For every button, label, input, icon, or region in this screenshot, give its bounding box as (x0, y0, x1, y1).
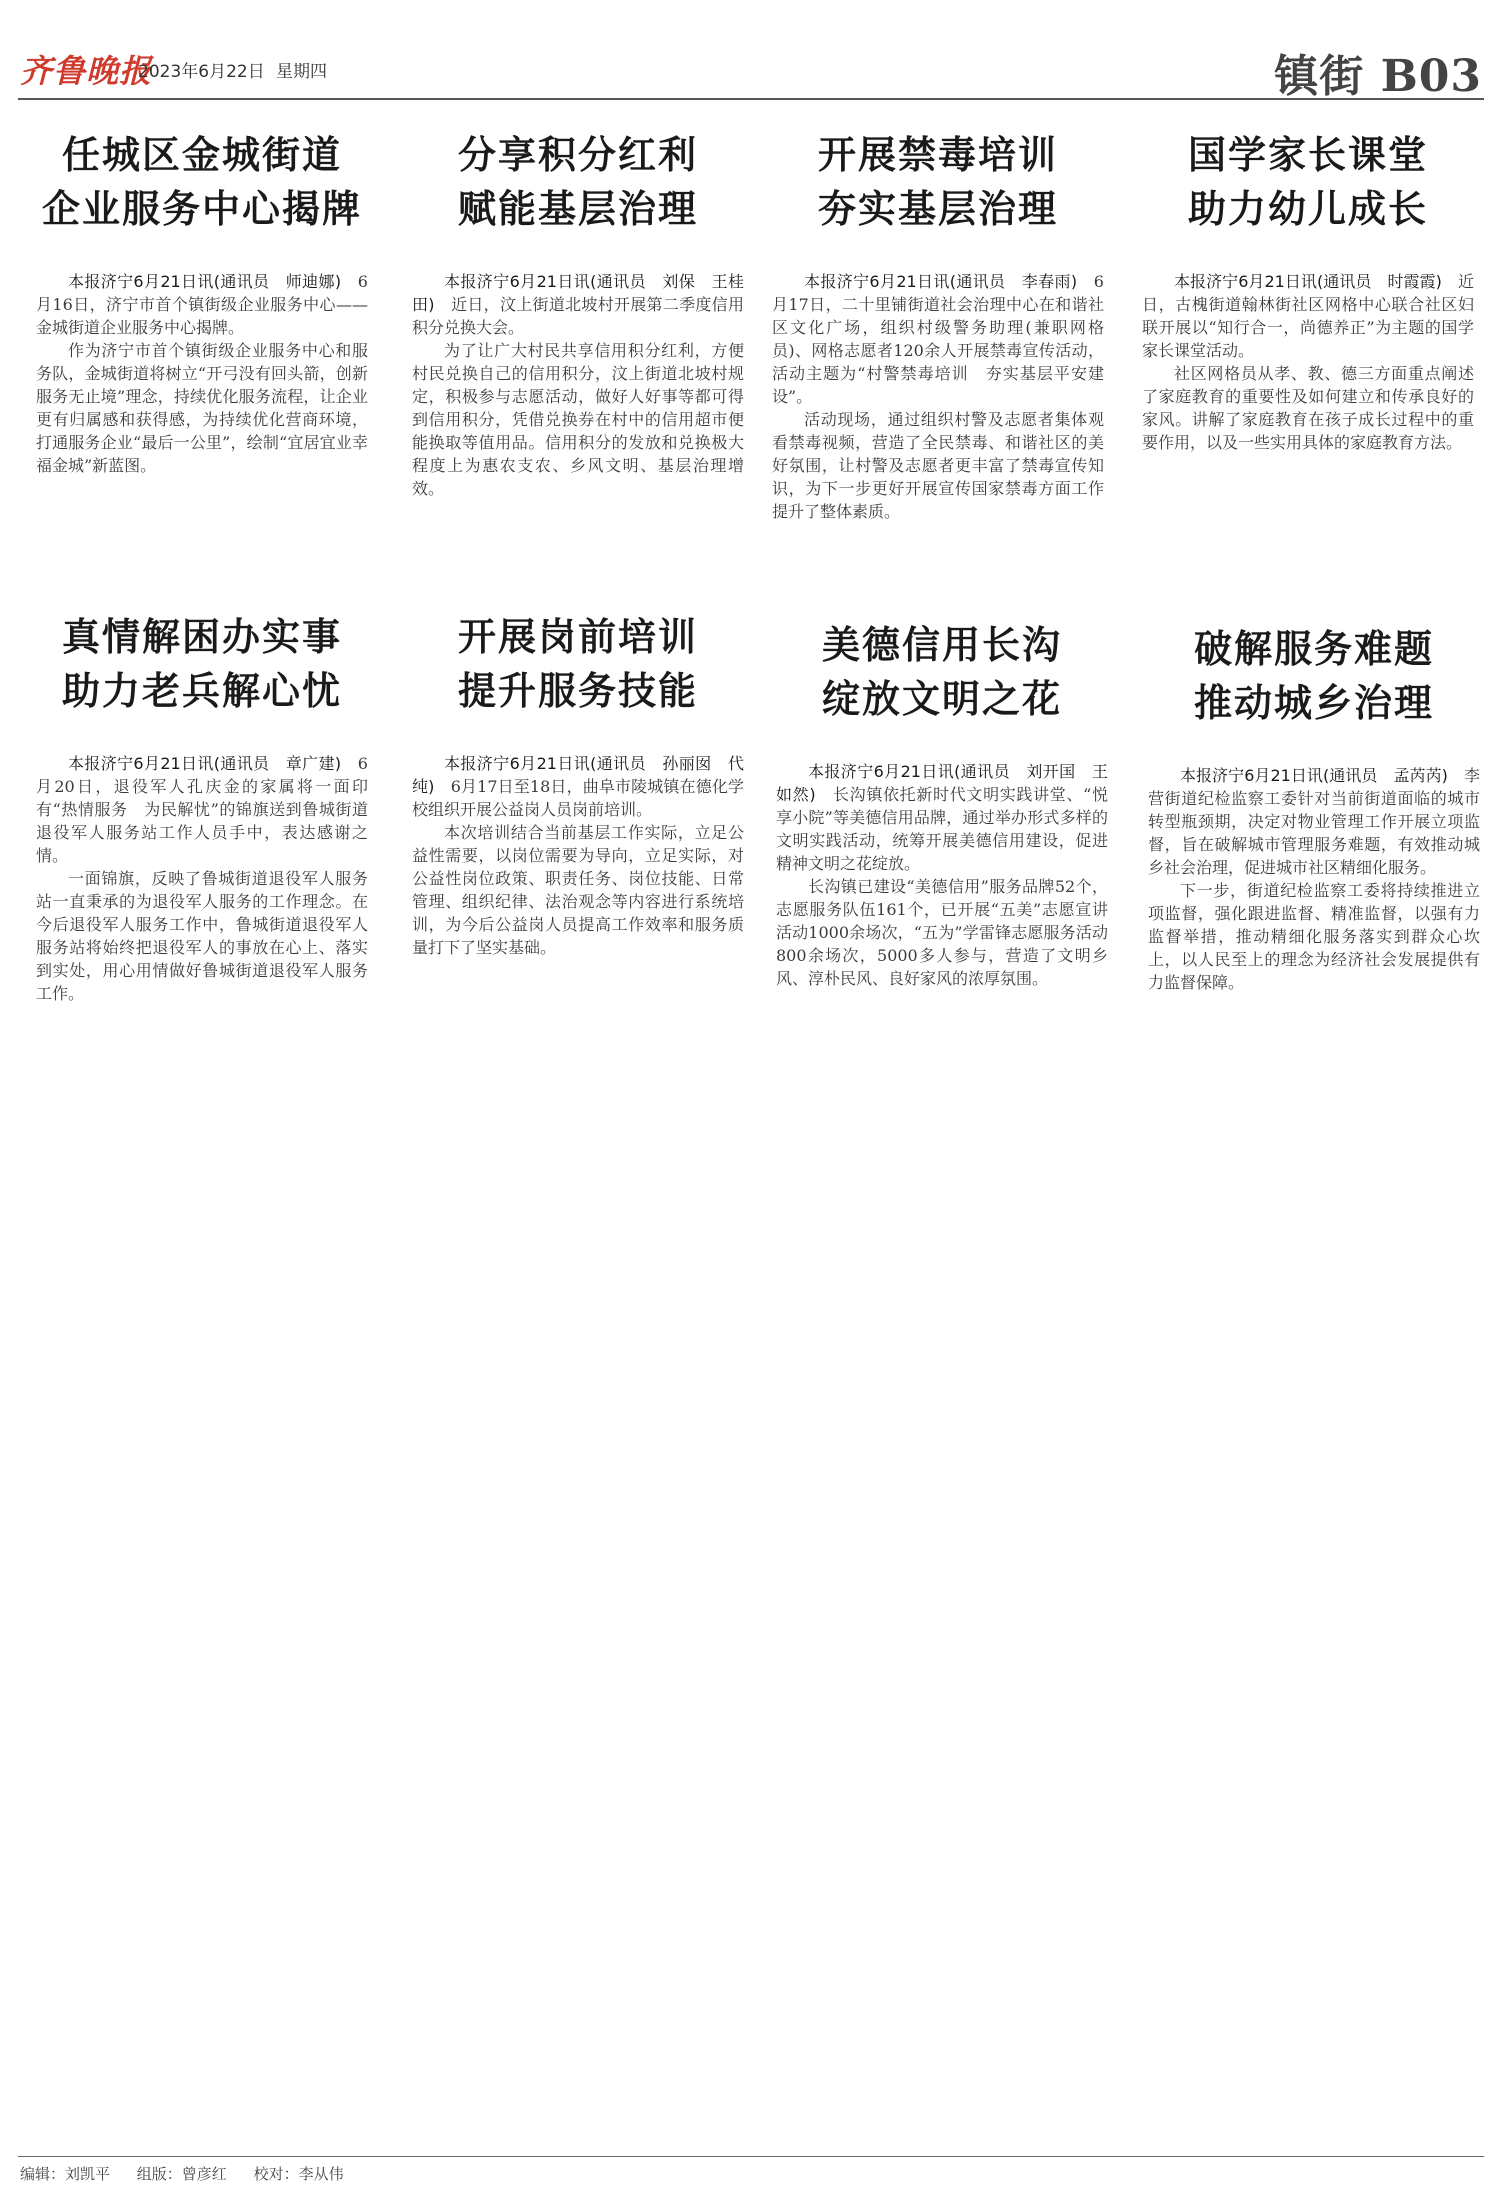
newspaper-logo: 齐鲁晚报 (20, 52, 153, 90)
headline-line-1: 分享积分红利 (457, 132, 698, 177)
article-byline: 本报济宁6月21日讯(通讯员 师迪娜) (68, 272, 342, 291)
article-headline (1148, 622, 1480, 730)
article-guoxue (1142, 128, 1474, 454)
paragraph-text: 6月17日，二十里铺街道社会治理中心在和谐社区文化广场，组织村级警务助理(兼职网格员)、网格志愿者120余人开展禁毒宣传活动，活动主题为“村警禁毒培训 夯实基层平安建设”。 (772, 272, 1104, 406)
article-gangqian (412, 610, 744, 959)
article-beipo (412, 128, 744, 500)
article-paragraph (772, 270, 1104, 408)
article-headline (36, 610, 368, 718)
paragraph-text: 6月17日至18日，曲阜市陵城镇在德化学校组织开展公益岗人员岗前培训。 (412, 777, 744, 819)
headline-line-2: 助力幼儿成长 (1187, 186, 1428, 231)
article-paragraph: 一面锦旗，反映了鲁城街道退役军人服务站一直秉承的为退役军人服务的工作理念。在今后退役军人服务工作中，鲁城街道退役军人服务站将始终把退役军人的事放在心上、落实到实处，用心用情做好鲁城街道退役军人服务工作。 (36, 869, 368, 1003)
article-paragraph (1142, 270, 1474, 362)
article-body (36, 270, 368, 477)
article-byline: 本报济宁6月21日讯(通讯员 孟芮芮) (1180, 766, 1448, 785)
headline-line-2: 赋能基层治理 (457, 186, 698, 231)
article-paragraph (36, 752, 368, 867)
article-byline: 本报济宁6月21日讯(通讯员 刘开国 王如然) (776, 762, 1108, 804)
issue-date: 2023年6月22日 (138, 62, 265, 82)
article-headline (772, 128, 1104, 236)
article-paragraph: 为了让广大村民共享信用积分红利，方便村民兑换自己的信用积分，汶上街道北坡村规定，积极参与志愿活动，做好人好事等都可得到信用积分，凭借兑换券在村中的信用超市便能换取等值用品。信用积分的发放和兑换极大程度上为惠农支农、乡风文明、基层治理增效。 (412, 341, 744, 498)
paragraph-text: 李营街道纪检监察工委针对当前街道面临的城市转型瓶颈期，决定对物业管理工作开展立项监督，旨在破解城市管理服务难题，有效推动城乡社会治理，促进城市社区精细化服务。 (1148, 766, 1480, 877)
article-paragraph: 本次培训结合当前基层工作实际，立足公益性需要，以岗位需要为导向，立足实际，对公益性岗位政策、职责任务、岗位技能、日常管理、组织纪律、法治观念等内容进行系统培训，为今后公益岗人员提高工作效率和服务质量打下了坚实基础。 (412, 823, 744, 957)
article-paragraph: 长沟镇已建设“美德信用”服务品牌52个，志愿服务队伍161个，已开展“五美”志愿宣讲活动1000余场次，“五为”学雷锋志愿服务活动800余场次，5000多人参与，营造了文明乡风、淳朴民风、良好家风的浓厚氛围。 (776, 877, 1108, 988)
masthead (18, 40, 1484, 102)
article-jincheng (36, 128, 368, 477)
headline-line-2: 绽放文明之花 (821, 676, 1062, 721)
article-body (1142, 270, 1474, 454)
article-paragraph: 作为济宁市首个镇街级企业服务中心和服务队，金城街道将树立“开弓没有回头箭，创新服务无止境”理念，持续优化服务流程，让企业更有归属感和获得感，为持续优化营商环境，打通服务企业“最后一公里”，绘制“宜居宜业幸福金城”新蓝图。 (36, 341, 368, 475)
article-byline: 本报济宁6月21日讯(通讯员 时霞霞) (1174, 272, 1442, 291)
header-divider (18, 98, 1484, 100)
headline-line-2: 助力老兵解心忧 (61, 668, 342, 713)
headline-line-1: 任城区金城街道 (61, 132, 342, 177)
article-headline (412, 128, 744, 236)
headline-line-1: 破解服务难题 (1193, 626, 1434, 671)
issue-weekday: 星期四 (276, 62, 327, 82)
editor-credit: 编辑：刘凯平 (20, 2165, 111, 2183)
layout-credit: 组版：曾彦红 (136, 2165, 227, 2183)
headline-line-1: 开展禁毒培训 (817, 132, 1058, 177)
article-body (1148, 764, 1480, 994)
paragraph-text: 6月16日，济宁市首个镇街级企业服务中心——金城街道企业服务中心揭牌。 (36, 272, 368, 337)
article-body (772, 270, 1104, 523)
article-byline: 本报济宁6月21日讯(通讯员 刘保 王桂田) (412, 272, 744, 314)
article-body (36, 752, 368, 1005)
paragraph-text: 近日，古槐街道翰林街社区网格中心联合社区妇联开展以“知行合一，尚德养正”为主题的国学家长课堂活动。 (1142, 272, 1474, 360)
article-byline: 本报济宁6月21日讯(通讯员 李春雨) (804, 272, 1078, 291)
article-headline (1142, 128, 1474, 236)
article-byline: 本报济宁6月21日讯(通讯员 章广建) (68, 754, 342, 773)
article-paragraph: 下一步，街道纪检监察工委将持续推进立项监督，强化跟进监督、精准监督，以强有力监督举措，推动精细化服务落实到群众心坎上，以人民至上的理念为经济社会发展提供有力监督保障。 (1148, 881, 1480, 992)
footer-divider (18, 2156, 1484, 2157)
article-changgou (776, 618, 1108, 990)
headline-line-2: 企业服务中心揭牌 (41, 186, 362, 231)
section-page-label: 镇街 B03 (1274, 51, 1482, 102)
article-paragraph (776, 760, 1108, 875)
article-paragraph: 活动现场，通过组织村警及志愿者集体观看禁毒视频，营造了全民禁毒、和谐社区的美好氛围，让村警及志愿者更丰富了禁毒宣传知识，为下一步更好开展宣传国家禁毒方面工作提升了整体素质。 (772, 410, 1104, 521)
headline-line-2: 夯实基层治理 (817, 186, 1058, 231)
article-headline (412, 610, 744, 718)
headline-line-1: 美德信用长沟 (821, 622, 1062, 667)
article-liying (1148, 622, 1480, 994)
headline-line-2: 提升服务技能 (457, 668, 698, 713)
article-paragraph: 社区网格员从孝、教、德三方面重点阐述了家庭教育的重要性及如何建立和传承良好的家风。讲解了家庭教育在孩子成长过程中的重要作用，以及一些实用具体的家庭教育方法。 (1142, 364, 1474, 452)
paragraph-text: 近日，汶上街道北坡村开展第二季度信用积分兑换大会。 (412, 295, 744, 337)
paragraph-text: 6月20日，退役军人孔庆金的家属将一面印有“热情服务 为民解忧”的锦旗送到鲁城街道退役军人服务站工作人员手中，表达感谢之情。 (36, 754, 368, 865)
paragraph-text: 长沟镇依托新时代文明实践讲堂、“悦享小院”等美德信用品牌，通过举办形式多样的文明实践活动，统筹开展美德信用建设，促进精神文明之花绽放。 (776, 785, 1108, 873)
article-paragraph (412, 270, 744, 339)
page-footer (20, 2163, 366, 2184)
article-jindu (772, 128, 1104, 523)
article-headline (36, 128, 368, 236)
article-laobing (36, 610, 368, 1005)
article-body (776, 760, 1108, 990)
proofreader-credit: 校对：李从伟 (253, 2165, 344, 2183)
headline-line-1: 真情解困办实事 (61, 614, 342, 659)
article-body (412, 752, 744, 959)
article-paragraph (1148, 764, 1480, 879)
article-paragraph (412, 752, 744, 821)
headline-line-2: 推动城乡治理 (1193, 680, 1434, 725)
article-byline: 本报济宁6月21日讯(通讯员 孙丽囡 代纯) (412, 754, 744, 796)
article-body (412, 270, 744, 500)
headline-line-1: 国学家长课堂 (1187, 132, 1428, 177)
headline-line-1: 开展岗前培训 (457, 614, 698, 659)
article-headline (776, 618, 1108, 726)
article-paragraph (36, 270, 368, 339)
